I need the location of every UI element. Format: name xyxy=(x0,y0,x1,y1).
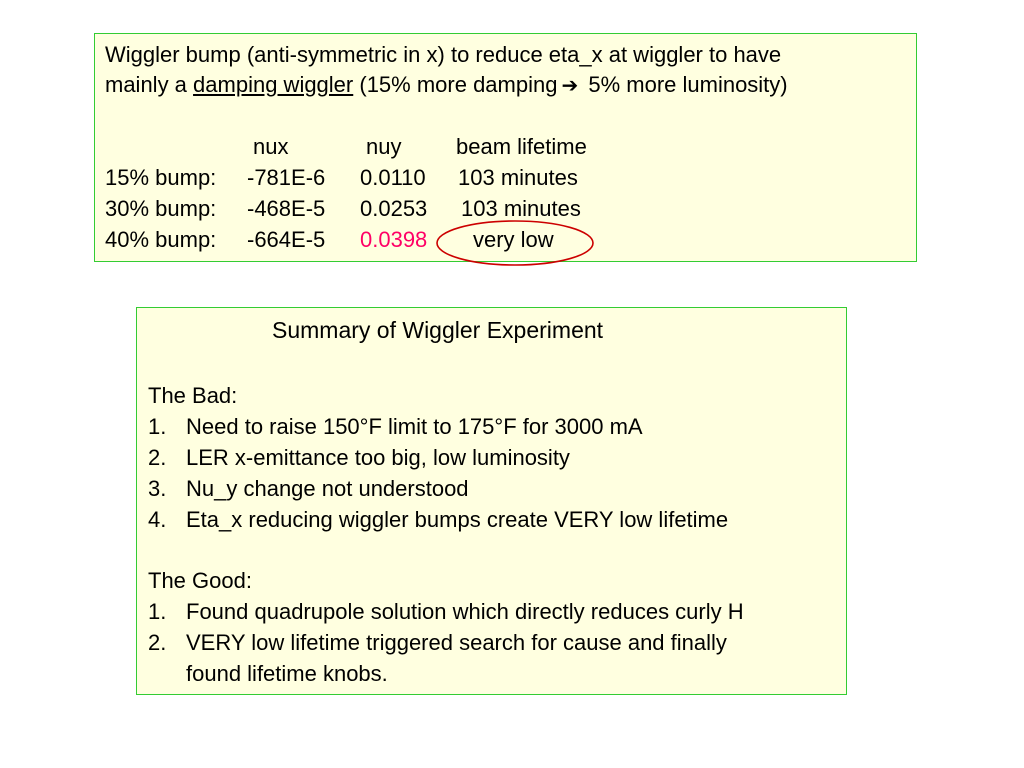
list-number: 2. xyxy=(148,630,167,655)
row-nuy-highlighted: 0.0398 xyxy=(360,227,428,252)
header-nux: nux xyxy=(253,134,289,159)
row-nuy: 0.0253 xyxy=(360,196,428,221)
row-nux: -781E-6 xyxy=(247,165,326,190)
bad-item-text: Nu_y change not understood xyxy=(186,476,469,501)
list-number: 1. xyxy=(148,599,167,624)
good-item-text: Found quadrupole solution which directly reduces curly H xyxy=(186,599,744,624)
row-label: 40% bump: xyxy=(105,227,217,252)
list-number: 4. xyxy=(148,507,167,532)
intro-line-1: Wiggler bump (anti-symmetric in x) to reduce eta_x at wiggler to have xyxy=(105,42,782,67)
intro-line-2-middle: (15% more damping xyxy=(353,72,558,97)
list-number: 2. xyxy=(148,445,167,470)
intro-line-2-suffix: 5% more luminosity) xyxy=(582,72,788,97)
bad-item-text: Need to raise 150°F limit to 175°F for 3000 mA xyxy=(186,414,643,439)
good-heading: The Good: xyxy=(148,568,252,593)
good-item-text: VERY low lifetime triggered search for cause and finally xyxy=(186,630,727,655)
header-nuy: nuy xyxy=(366,134,402,159)
damping-wiggler-term: damping wiggler xyxy=(193,72,354,97)
intro-line-2 xyxy=(105,72,788,98)
row-label: 15% bump: xyxy=(105,165,217,190)
row-label: 30% bump: xyxy=(105,196,217,221)
row-nuy: 0.0110 xyxy=(360,165,426,190)
highlight-circle-icon xyxy=(430,218,600,272)
row-nux: -468E-5 xyxy=(247,196,326,221)
list-number: 3. xyxy=(148,476,167,501)
bad-item-text: LER x-emittance too big, low luminosity xyxy=(186,445,570,470)
bad-item-text: Eta_x reducing wiggler bumps create VERY low lifetime xyxy=(186,507,729,532)
row-lifetime: very low xyxy=(473,227,554,252)
row-nux: -664E-5 xyxy=(247,227,326,252)
bad-heading: The Bad: xyxy=(148,383,238,408)
row-lifetime: 103 minutes xyxy=(461,196,581,221)
good-item-text-continued: found lifetime knobs. xyxy=(186,661,388,686)
list-number: 1. xyxy=(148,414,167,439)
header-beam-lifetime: beam lifetime xyxy=(456,134,587,159)
intro-line-2-prefix: mainly a xyxy=(105,72,194,97)
summary-title: Summary of Wiggler Experiment xyxy=(272,317,604,343)
row-lifetime: 103 minutes xyxy=(458,165,578,190)
right-arrow-icon: ➔ xyxy=(561,73,579,97)
